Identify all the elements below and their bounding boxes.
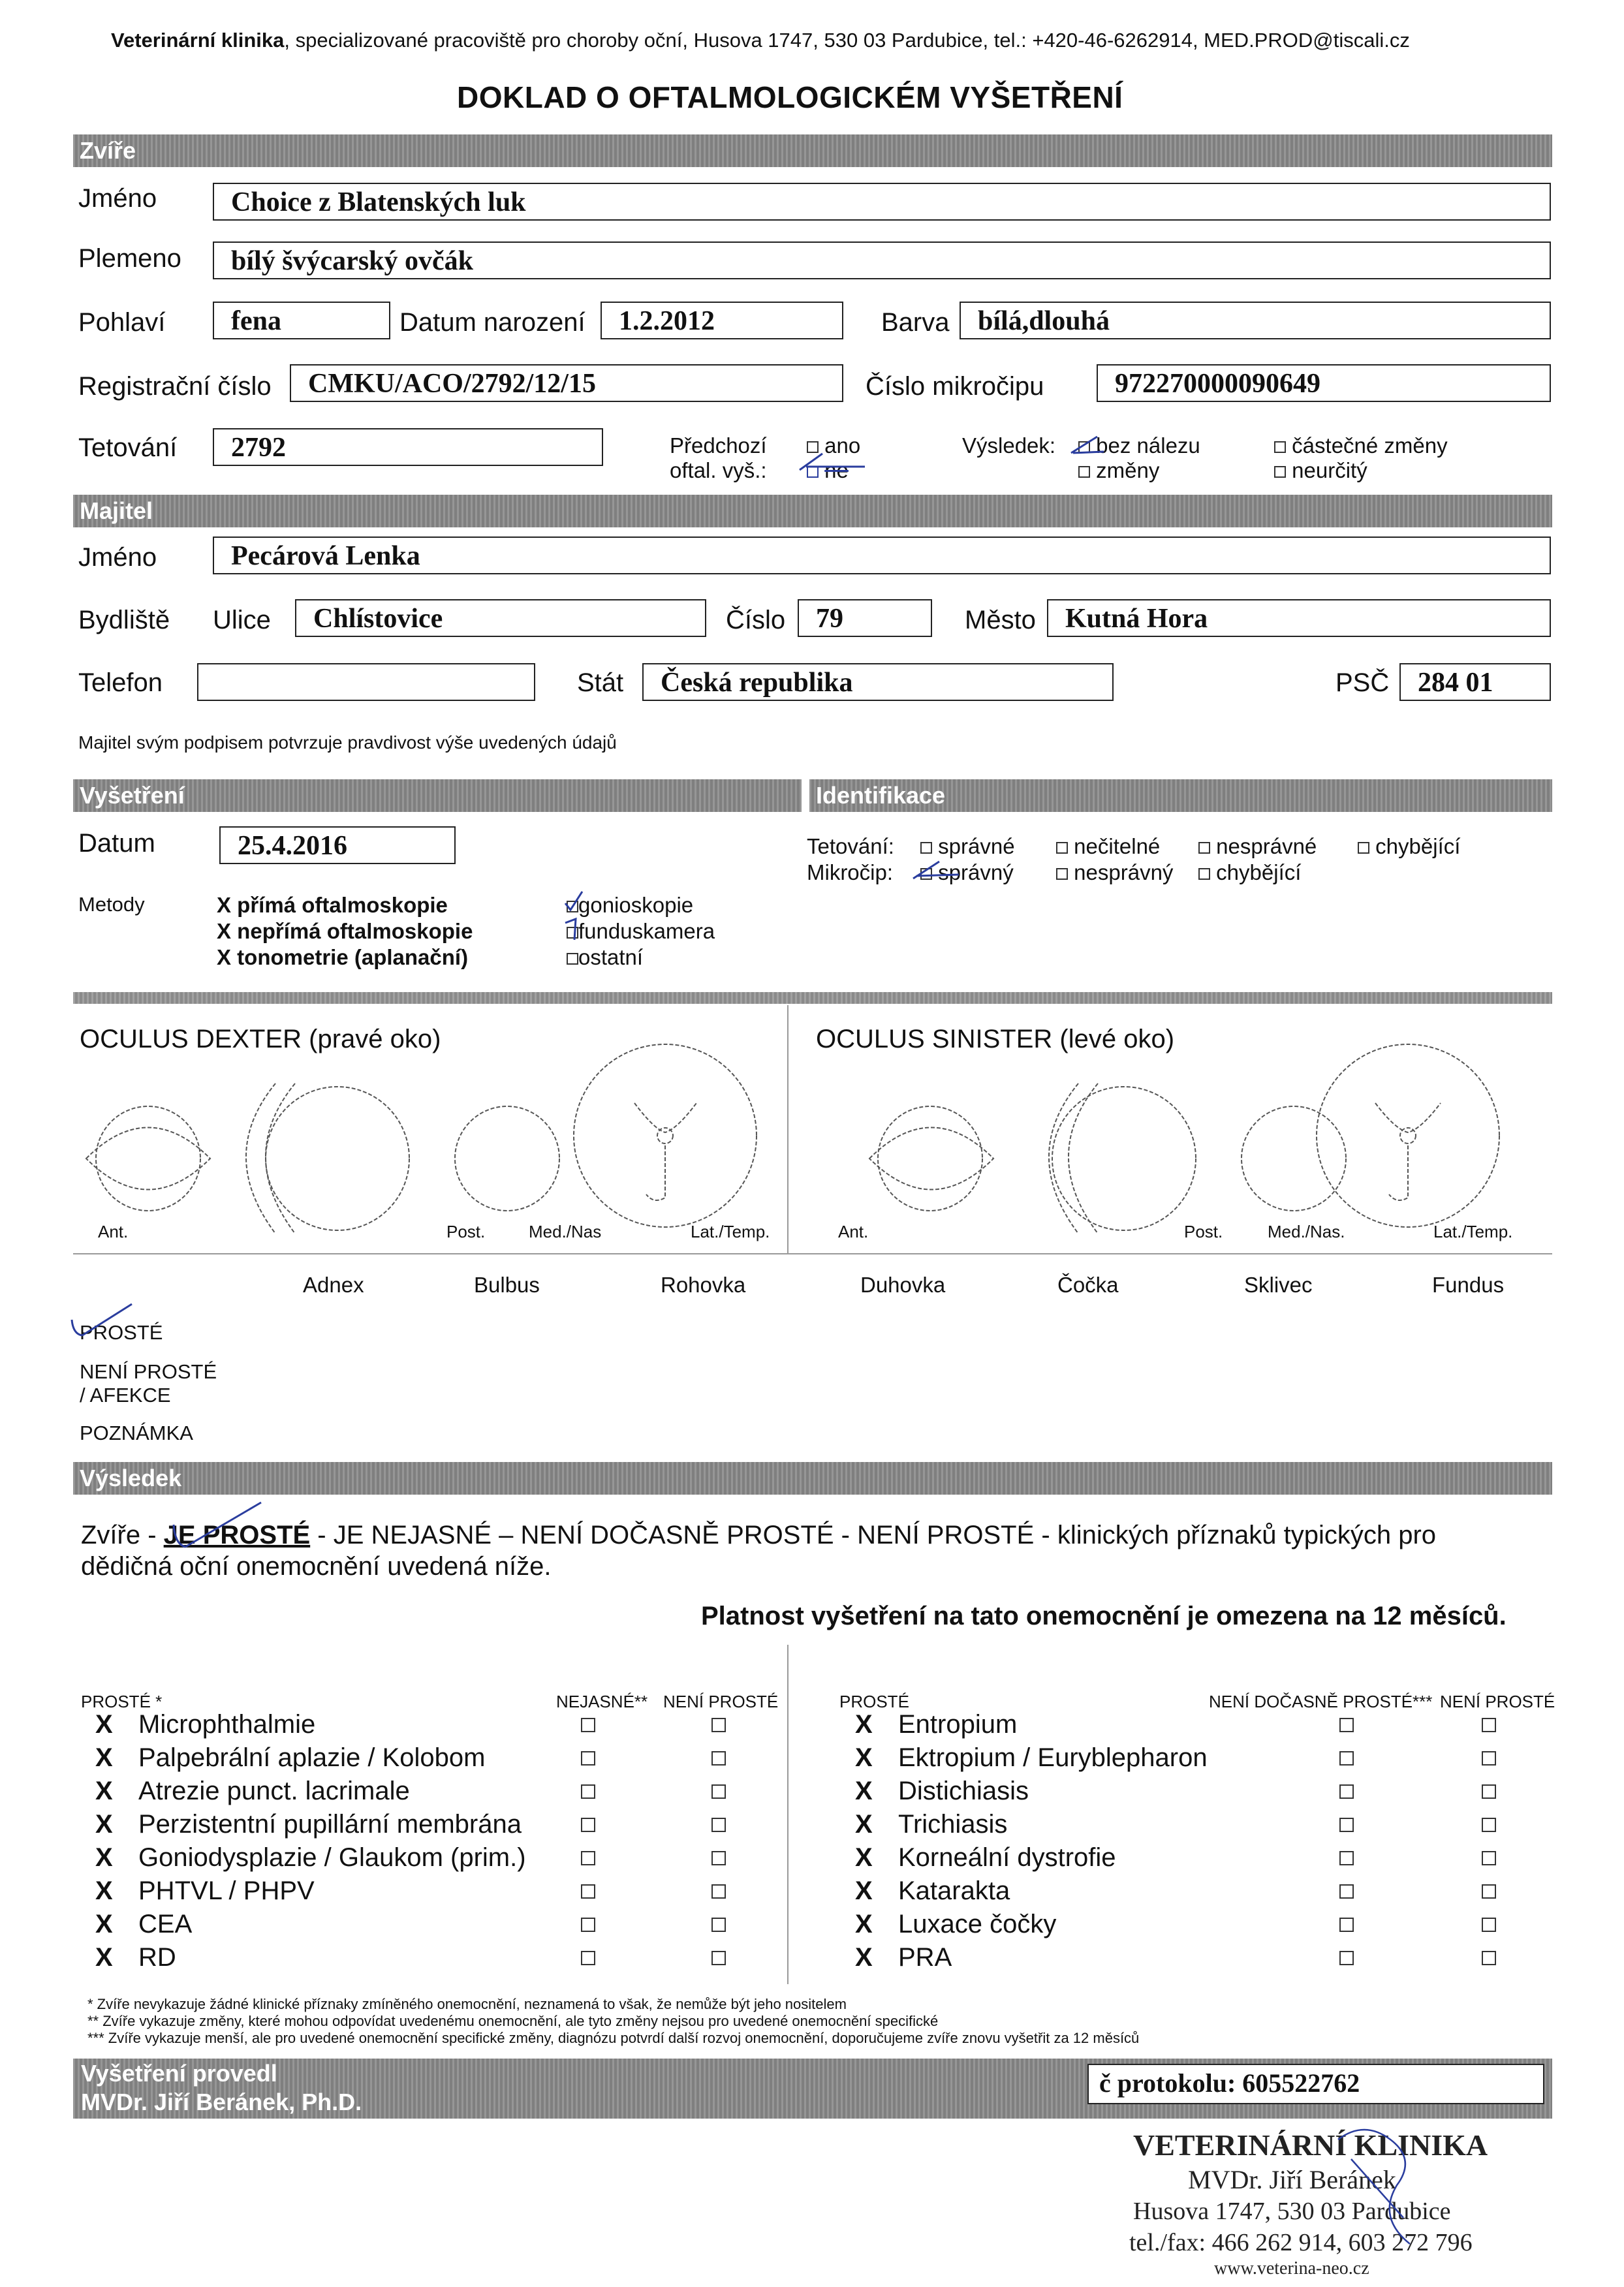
proste-x-mark: X — [95, 1743, 113, 1772]
checkbox-neni-docasne-proste[interactable] — [1339, 1751, 1354, 1766]
disease-left-3: Perzistentní pupillární membrána — [138, 1810, 522, 1839]
proste-x-mark: X — [855, 1843, 873, 1872]
clinic-address: , specializované pracoviště pro choroby oční, Husova 1747, 530 03 Pardubice, tel.: +420-46-6262914, MED.PROD@tiscali.cz — [284, 29, 1410, 52]
col-fundus: Fundus — [1432, 1273, 1505, 1297]
label-barva: Barva — [881, 308, 950, 337]
option-label: správné — [938, 834, 1015, 858]
checkbox-zmeny[interactable] — [1078, 466, 1090, 478]
section-bar-identifikace — [809, 779, 1552, 812]
label-od-mednas: Med./Nas — [529, 1222, 602, 1241]
field-cislo[interactable] — [798, 599, 932, 637]
label-cislo: Číslo — [726, 606, 786, 634]
col-bulbus: Bulbus — [474, 1273, 540, 1297]
label-vysledek: Výsledek: — [962, 433, 1056, 458]
section-bar-vysetreni — [73, 779, 802, 812]
section-title-majitel: Majitel — [80, 497, 153, 524]
section-title-zvire: Zvíře — [80, 137, 136, 164]
value-datum: 25.4.2016 — [238, 831, 347, 861]
option-label: chybějící — [1216, 860, 1302, 884]
checkbox-neurcity[interactable] — [1274, 466, 1286, 478]
signature-mark — [1312, 2113, 1443, 2257]
checkbox-neni-docasne-proste[interactable] — [1339, 1851, 1354, 1865]
checkbox-nejasne[interactable] — [581, 1851, 595, 1865]
disease-left-4: Goniodysplazie / Glaukom (prim.) — [138, 1843, 526, 1872]
label-os-ant: Ant. — [838, 1222, 869, 1241]
label-cislo-mikrocipu: Číslo mikročipu — [866, 372, 1044, 401]
label-os-mednas: Med./Nas. — [1268, 1222, 1345, 1241]
checkbox-neni-proste[interactable] — [1482, 1884, 1496, 1899]
checkbox-neni-proste[interactable] — [1482, 1818, 1496, 1832]
field-ulice[interactable] — [295, 599, 706, 637]
table-divider — [787, 1645, 789, 1984]
disease-left-0: Microphthalmie — [138, 1710, 316, 1739]
label-metody: Metody — [78, 893, 145, 916]
proste-x-mark: X — [855, 1743, 873, 1772]
value-tetovani: 2792 — [231, 433, 286, 463]
checkbox-neni-proste[interactable] — [711, 1951, 726, 1965]
value-pohlavi: fena — [231, 306, 281, 336]
option-label: nesprávné — [1216, 834, 1317, 858]
checkbox-neni-proste[interactable] — [1482, 1751, 1496, 1766]
option-mik-nespravny[interactable] — [1056, 860, 1173, 885]
result-je-proste[interactable]: JE PROSTÉ — [163, 1521, 311, 1549]
value-barva: bílá,dlouhá — [978, 306, 1110, 336]
disease-right-1: Ektropium / Euryblepharon — [898, 1743, 1208, 1772]
disease-right-2: Distichiasis — [898, 1777, 1029, 1805]
label-stat: Stát — [577, 668, 624, 697]
field-registracni-cislo[interactable] — [290, 364, 843, 402]
field-barva[interactable] — [960, 302, 1551, 339]
field-mesto[interactable] — [1047, 599, 1551, 637]
row-afekce: / AFEKCE — [80, 1384, 171, 1407]
proste-x-mark: X — [855, 1876, 873, 1905]
disease-right-0: Entropium — [898, 1710, 1018, 1739]
method-prima: X přímá oftalmoskopie — [217, 893, 448, 917]
value-registracni-cislo: CMKU/ACO/2792/12/15 — [308, 369, 596, 399]
checkbox-tet-chybejici[interactable] — [1358, 842, 1369, 854]
label-plemeno: Plemeno — [78, 244, 181, 273]
right-header-neni-docasne: NENÍ DOČASNĚ PROSTÉ*** — [1209, 1692, 1433, 1711]
stamp-clinic: VETERINÁRNÍ KLINIKA — [1133, 2128, 1488, 2162]
result-line-2: dědičná oční onemocnění uvedená níže. — [81, 1552, 552, 1581]
label-os-lattemp: Lat./Temp. — [1433, 1222, 1513, 1241]
label-predchozi: Předchozí — [670, 433, 767, 458]
field-datum-narozeni[interactable] — [601, 302, 843, 339]
label-od-lattemp: Lat./Temp. — [691, 1222, 770, 1241]
disease-right-5: Katarakta — [898, 1876, 1010, 1905]
section-bar-zvire — [73, 134, 1552, 167]
label-oculus-dexter: OCULUS DEXTER (pravé oko) — [80, 1025, 441, 1053]
value-datum-narozeni: 1.2.2012 — [619, 306, 715, 336]
option-label: chybějící — [1375, 834, 1461, 858]
checkbox-neni-proste[interactable] — [711, 1884, 726, 1899]
checkbox-neni-proste[interactable] — [711, 1718, 726, 1732]
method-ostatni[interactable] — [567, 945, 643, 970]
checkbox-neni-docasne-proste[interactable] — [1339, 1718, 1354, 1732]
result-prefix: Zvíře - — [81, 1521, 164, 1549]
disease-right-4: Korneální dystrofie — [898, 1843, 1116, 1872]
section-title-identifikace: Identifikace — [816, 782, 946, 809]
option-ano-label: ano — [824, 433, 861, 458]
label-datum-narozeni: Datum narození — [399, 308, 586, 337]
checkbox-neni-proste[interactable] — [711, 1751, 726, 1766]
option-label: gonioskopie — [578, 893, 694, 917]
option-tet-necitelne[interactable] — [1056, 834, 1160, 859]
label-pohlavi: Pohlaví — [78, 308, 166, 337]
checkbox-neni-proste[interactable] — [711, 1918, 726, 1932]
right-header-neni-proste: NENÍ PROSTÉ — [1440, 1692, 1555, 1711]
stamp-doctor: MVDr. Jiří Beránek — [1188, 2165, 1396, 2194]
doctor-name: MVDr. Jiří Beránek, Ph.D. — [81, 2089, 362, 2115]
option-zmeny[interactable] — [1078, 458, 1159, 483]
option-mik-chybejici[interactable] — [1198, 860, 1301, 885]
value-jmeno: Choice z Blatenských luk — [231, 187, 526, 217]
check-mark-icon — [910, 858, 962, 884]
check-mark-icon — [563, 889, 589, 941]
disease-right-7: PRA — [898, 1943, 952, 1972]
field-telefon[interactable] — [197, 663, 535, 701]
label-id-mikrocip: Mikročip: — [807, 860, 894, 884]
field-protokol[interactable] — [1087, 2064, 1544, 2104]
proste-x-mark: X — [855, 1910, 873, 1938]
label-registracni-cislo: Registrační číslo — [78, 372, 272, 401]
label-id-tetovani: Tetování: — [807, 834, 894, 858]
value-cislo: 79 — [816, 604, 843, 634]
label-telefon: Telefon — [78, 668, 163, 697]
field-cislo-mikrocipu[interactable] — [1097, 364, 1551, 402]
proste-x-mark: X — [95, 1843, 113, 1872]
value-majitel-jmeno: Pecárová Lenka — [231, 541, 420, 571]
eye-diagrams — [73, 1018, 1552, 1253]
label-od-ant: Ant. — [98, 1222, 129, 1241]
check-mark-icon — [170, 1499, 268, 1551]
checkbox-neni-proste[interactable] — [1482, 1784, 1496, 1799]
checkbox-tet-necitelne[interactable] — [1056, 842, 1068, 854]
check-mark-icon — [1068, 433, 1107, 459]
disease-left-7: RD — [138, 1943, 176, 1972]
checkbox-mik-nespravny[interactable] — [1056, 868, 1068, 880]
checkbox-nejasne[interactable] — [581, 1918, 595, 1932]
checkbox-tet-spravne[interactable] — [920, 842, 932, 854]
row-neni-proste: NENÍ PROSTÉ — [80, 1360, 217, 1383]
label-od-post: Post. — [446, 1222, 486, 1241]
label-protokol: č protokolu: — [1099, 2068, 1236, 2098]
checkbox-nejasne[interactable] — [581, 1884, 595, 1899]
value-psc: 284 01 — [1418, 668, 1493, 698]
label-oftal-vys: oftal. vyš.: — [670, 458, 767, 482]
option-label: ostatní — [578, 945, 644, 969]
footnote-1: * Zvíře nevykazuje žádné klinické příznaky zmíněného onemocnění, neznamená to však, že nemůže být jeho nositelem — [87, 1996, 847, 2012]
col-duhovka: Duhovka — [860, 1273, 946, 1297]
option-label: funduskamera — [578, 919, 715, 943]
page-title: DOKLAD O OFTALMOLOGICKÉM VYŠETŘENÍ — [457, 80, 1123, 114]
col-rohovka: Rohovka — [661, 1273, 746, 1297]
section-title-vysetreni: Vyšetření — [80, 782, 185, 809]
disease-right-6: Luxace čočky — [898, 1910, 1057, 1938]
owner-note: Majitel svým podpisem potvrzuje pravdivost výše uvedených údajů — [78, 732, 617, 753]
checkbox-neni-proste[interactable] — [1482, 1918, 1496, 1932]
proste-x-mark: X — [95, 1777, 113, 1805]
section-bar-vysledek — [73, 1462, 1552, 1495]
disease-right-3: Trichiasis — [898, 1810, 1008, 1839]
section-title-vysledek: Výsledek — [80, 1465, 182, 1491]
checkbox-neni-docasne-proste[interactable] — [1339, 1951, 1354, 1965]
footnote-2: ** Zvíře vykazuje změny, které mohou odpovídat uvedenému onemocnění, ale tyto změny nejsou pro uvedené onemocnění specifické — [87, 2013, 939, 2029]
checkbox-nejasne[interactable] — [581, 1751, 595, 1766]
validity-note: Platnost vyšetření na tato onemocnění je omezena na 12 měsíců. — [701, 1602, 1507, 1630]
clinic-header — [111, 29, 1410, 52]
value-plemeno: bílý švýcarský ovčák — [231, 246, 474, 276]
col-adnex: Adnex — [303, 1273, 364, 1297]
col-cocka: Čočka — [1057, 1273, 1119, 1297]
label-os-post: Post. — [1184, 1222, 1223, 1241]
proste-x-mark: X — [855, 1943, 873, 1972]
method-funduskamera[interactable] — [567, 919, 715, 944]
divider-bar — [73, 992, 1552, 1004]
checkbox-castecne-zmeny[interactable] — [1274, 441, 1286, 453]
method-neprima: X nepřímá oftalmoskopie — [217, 919, 473, 943]
section-bar-majitel — [73, 495, 1552, 527]
proste-x-mark: X — [95, 1943, 113, 1972]
label-psc: PSČ — [1335, 668, 1390, 697]
stamp-web: www.veterina-neo.cz — [1214, 2258, 1369, 2279]
proste-x-mark: X — [95, 1710, 113, 1739]
field-pohlavi[interactable] — [213, 302, 390, 339]
option-castecne-zmeny[interactable] — [1274, 433, 1448, 458]
checkbox-neni-docasne-proste[interactable] — [1339, 1784, 1354, 1799]
label-ulice: Ulice — [213, 606, 271, 634]
checkbox-neni-proste[interactable] — [711, 1851, 726, 1865]
row-proste: PROSTÉ — [80, 1321, 163, 1344]
value-mesto: Kutná Hora — [1065, 604, 1208, 634]
checkbox-nejasne[interactable] — [581, 1718, 595, 1732]
stamp-phone: tel./fax: 466 262 914, 603 272 796 — [1129, 2229, 1473, 2256]
checkbox-tet-nespravne[interactable] — [1198, 842, 1210, 854]
option-label: nečitelné — [1074, 834, 1161, 858]
checkbox-neni-docasne-proste[interactable] — [1339, 1884, 1354, 1899]
field-majitel-jmeno[interactable] — [213, 537, 1551, 574]
label-tetovani: Tetování — [78, 433, 178, 462]
label-oculus-sinister: OCULUS SINISTER (levé oko) — [816, 1025, 1175, 1053]
left-header-proste: PROSTÉ * — [81, 1692, 163, 1711]
proste-x-mark: X — [95, 1910, 113, 1938]
proste-x-mark: X — [95, 1876, 113, 1905]
option-tet-spravne[interactable] — [920, 834, 1015, 859]
col-sklivec: Sklivec — [1244, 1273, 1313, 1297]
checkbox-neni-docasne-proste[interactable] — [1339, 1818, 1354, 1832]
proste-x-mark: X — [855, 1777, 873, 1805]
result-line — [81, 1521, 1436, 1550]
field-tetovani[interactable] — [213, 428, 603, 466]
left-header-neni-proste: NENÍ PROSTÉ — [663, 1692, 779, 1711]
check-mark-icon — [796, 450, 868, 476]
option-bez-nalezu-label: bez nálezu — [1096, 433, 1200, 458]
label-jmeno: Jméno — [78, 184, 157, 213]
eye-bottom-line — [73, 1253, 1552, 1254]
right-header-proste: PROSTÉ — [839, 1692, 909, 1711]
field-plemeno[interactable] — [213, 241, 1551, 279]
label-majitel-jmeno: Jméno — [78, 543, 157, 572]
option-ne-label: ne — [824, 458, 849, 482]
option-castecne-zmeny-label: částečné změny — [1292, 433, 1448, 458]
proste-x-mark: X — [855, 1710, 873, 1739]
field-datum[interactable] — [219, 826, 456, 864]
disease-left-6: CEA — [138, 1910, 193, 1938]
disease-left-5: PHTVL / PHPV — [138, 1876, 315, 1905]
option-neurcity-label: neurčitý — [1292, 458, 1367, 482]
checkbox-neni-proste[interactable] — [1482, 1851, 1496, 1865]
method-tonometrie: X tonometrie (aplanační) — [217, 945, 469, 969]
result-rest: - JE NEJASNÉ – NENÍ DOČASNĚ PROSTÉ - NENÍ PROSTÉ - klinických příznaků typických pro — [310, 1521, 1437, 1549]
checkbox-neni-proste[interactable] — [1482, 1951, 1496, 1965]
option-label: správný — [938, 860, 1014, 884]
label-bydliste: Bydliště — [78, 606, 170, 634]
field-stat[interactable] — [642, 663, 1114, 701]
value-protokol: 605522762 — [1242, 2068, 1360, 2098]
option-label: nesprávný — [1074, 860, 1174, 884]
checkbox-neni-proste[interactable] — [1482, 1718, 1496, 1732]
checkbox-neni-docasne-proste[interactable] — [1339, 1918, 1354, 1932]
row-poznamka: POZNÁMKA — [80, 1422, 193, 1444]
disease-left-2: Atrezie punct. lacrimale — [138, 1777, 410, 1805]
check-mark-icon — [67, 1300, 138, 1339]
value-stat: Česká republika — [661, 668, 853, 698]
option-tet-chybejici[interactable] — [1358, 834, 1460, 859]
checkbox-ostatni[interactable] — [567, 953, 578, 965]
footnote-3: *** Zvíře vykazuje menší, ale pro uvedené onemocnění specifické změny, diagnózu potvrdí další rozvoj onemocnění, doporučujeme zvíře znovu vyšetřit za 12 měsíců — [87, 2030, 1140, 2046]
label-datum: Datum — [78, 829, 155, 858]
value-ulice: Chlístovice — [313, 604, 443, 634]
clinic-name: Veterinární klinika — [111, 29, 285, 52]
label-mesto: Město — [965, 606, 1036, 634]
option-zmeny-label: změny — [1096, 458, 1160, 482]
proste-x-mark: X — [95, 1810, 113, 1839]
checkbox-nejasne[interactable] — [581, 1818, 595, 1832]
option-neurcity[interactable] — [1274, 458, 1367, 483]
checkbox-nejasne[interactable] — [581, 1784, 595, 1799]
checkbox-nejasne[interactable] — [581, 1951, 595, 1965]
stamp-address: Husova 1747, 530 03 Pardubice — [1133, 2198, 1451, 2225]
left-header-nejasne: NEJASNÉ** — [556, 1692, 648, 1711]
checkbox-mik-chybejici[interactable] — [1198, 868, 1210, 880]
checkbox-neni-proste[interactable] — [711, 1784, 726, 1799]
disease-left-1: Palpebrální aplazie / Kolobom — [138, 1743, 486, 1772]
field-jmeno[interactable] — [213, 183, 1551, 221]
field-psc[interactable] — [1399, 663, 1551, 701]
checkbox-neni-proste[interactable] — [711, 1818, 726, 1832]
value-cislo-mikrocipu: 972270000090649 — [1115, 369, 1320, 399]
option-tet-nespravne[interactable] — [1198, 834, 1317, 859]
proste-x-mark: X — [855, 1810, 873, 1839]
label-provedl: Vyšetření provedl — [81, 2060, 277, 2087]
